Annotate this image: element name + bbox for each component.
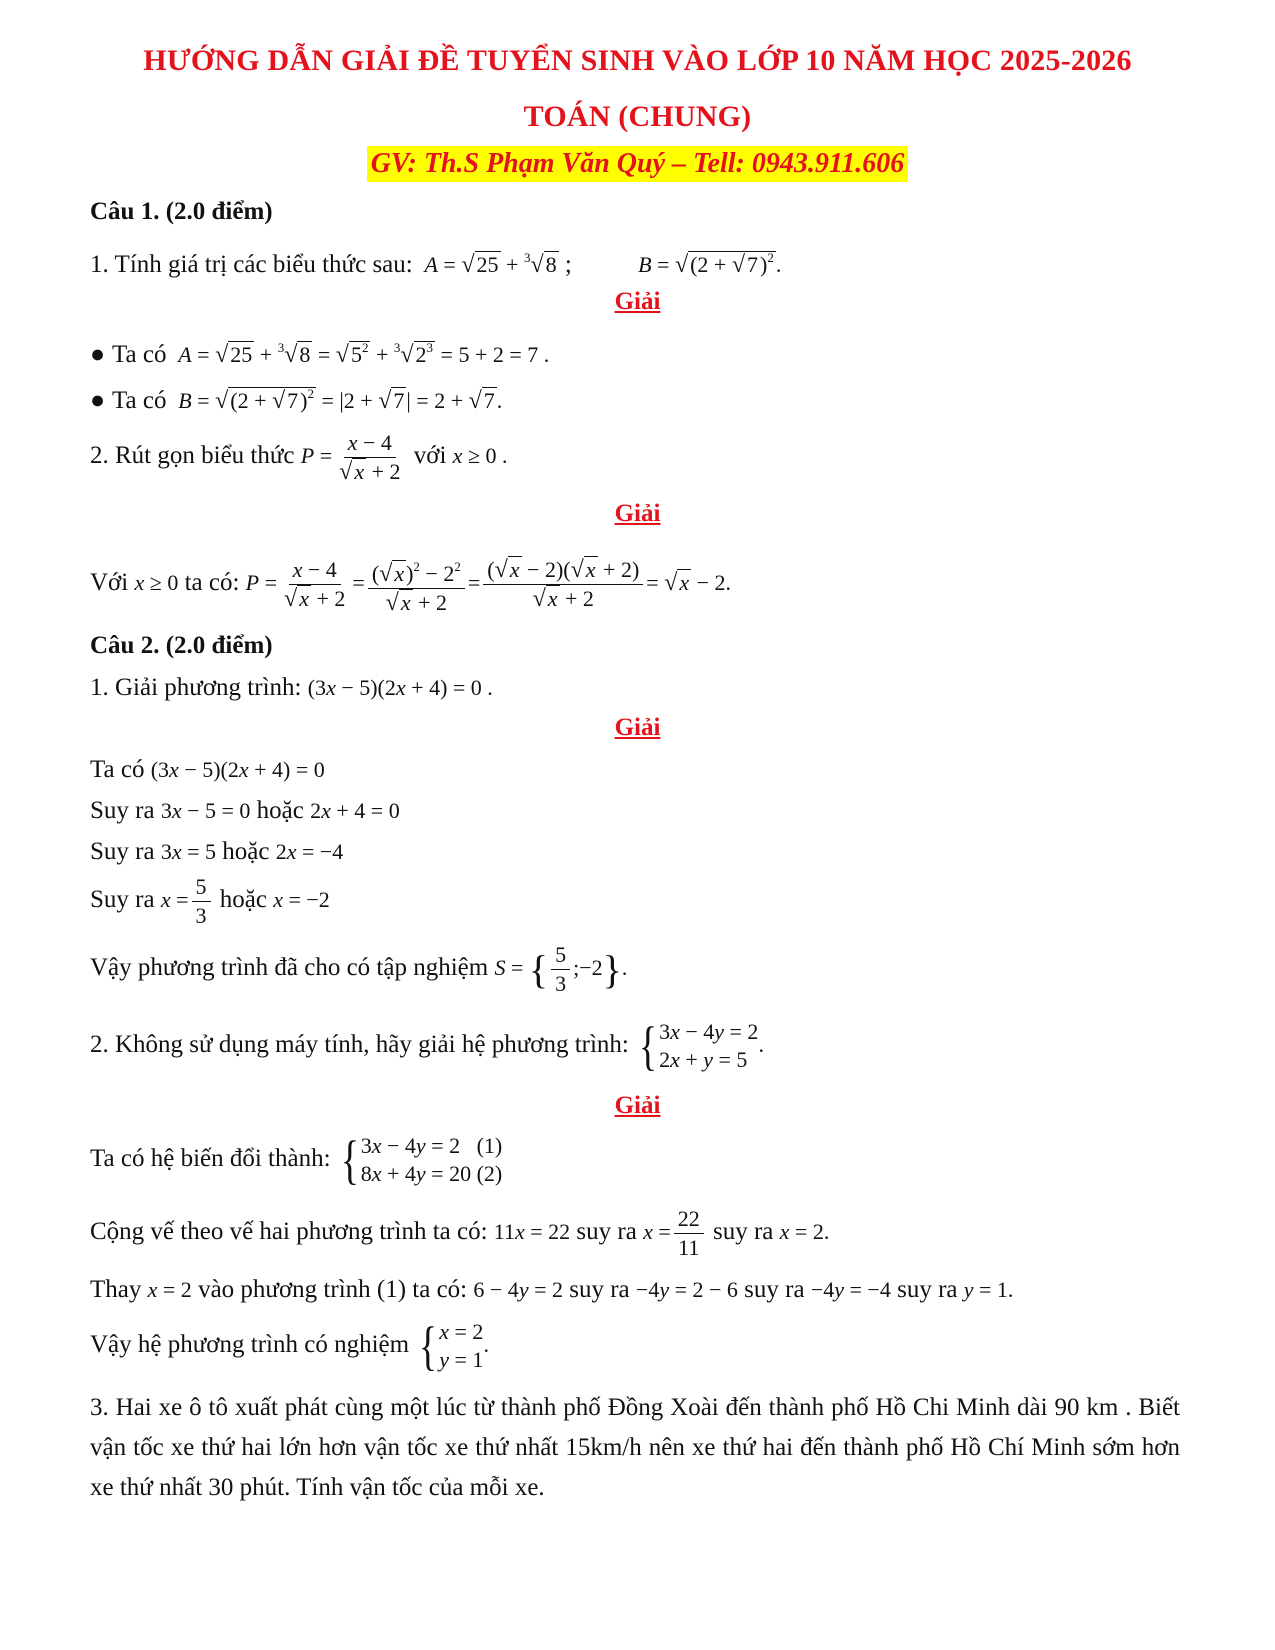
math-expression: x = $\frac{5}{3}$ — [161, 887, 214, 912]
solution-text: suy ra — [576, 1218, 637, 1245]
solution-text: Suy ra — [90, 797, 155, 824]
solution-label: Giải — [614, 714, 661, 741]
solution-text: Ta có — [112, 341, 167, 368]
math-expression-b: $B = √(2 + √7)^2$. — [638, 250, 782, 278]
math-expression: 3x − 5 = 0 — [160, 798, 251, 823]
math-expression: 2x + 4 = 0 — [310, 798, 400, 823]
math-expression: P = $\frac{x - 4}{√x + 2}$ — [300, 430, 401, 486]
question-text: 2. Không sử dụng máy tính, hãy giải hệ phương trình: — [90, 1031, 629, 1058]
solution-system: { x = 2 y = 1 — [419, 1316, 484, 1377]
question-2-3: 3. Hai xe ô tô xuất phát cùng một lúc từ thành phố Đồng Xoài đến thành phố Hồ Chi Minh dài 90 km . Biết vận tốc xe thứ hai lớn hơn vận tốc xe thứ nhất 15km/h nên xe thứ hai đến thành phố Hồ Chí Minh sớm hơn xe thứ nhất 30 phút. Tính vận tốc của mỗi xe. — [90, 1394, 1180, 1501]
solution-2-2-line-2 — [90, 1202, 829, 1262]
solution-1-2 — [90, 548, 731, 618]
math-expression: −4y = −4 — [810, 1277, 891, 1302]
math-expression: 6 − 4y = 2 — [473, 1277, 563, 1302]
or-word: hoặc — [222, 838, 270, 865]
solution-1-1-a — [90, 332, 549, 371]
solution-2-1-line-2 — [90, 795, 400, 827]
math-expression: S = { $\frac{5}{3}$ ;−2}. — [494, 942, 628, 997]
solution-text: Ta có hệ biến đổi thành: — [90, 1145, 331, 1172]
solution-text: Vậy hệ phương trình có nghiệm — [90, 1331, 410, 1358]
solution-label: Giải — [614, 288, 661, 315]
solution-text: suy ra — [713, 1218, 774, 1245]
math-expression: x = −2 — [273, 887, 330, 912]
solution-text: Cộng vế theo vế hai phương trình ta có: — [90, 1218, 488, 1245]
solution-text: Ta có — [90, 756, 145, 783]
math-condition: x ≥ 0 — [134, 570, 179, 595]
math-expression: x = 2 — [147, 1277, 192, 1302]
math-expression: x = 2. — [779, 1219, 830, 1244]
condition-text: với — [413, 442, 447, 469]
solution-2-1-line-1 — [90, 754, 325, 786]
math-expression: $B = √(2 + √7)^2 = |2 + √7| = 2 + √7$. — [178, 386, 503, 414]
solution-text: suy ra — [744, 1276, 805, 1303]
author-banner — [0, 146, 1275, 182]
solution-text: Vậy phương trình đã cho có tập nghiệm — [90, 954, 489, 981]
question-2-2: 2. Không sử dụng máy tính, hãy giải hệ phương trình: { 3x − 4y = 2 2x + y = 5 . — [90, 1016, 764, 1077]
equation-system: { 3x − 4y = 2 (1) 8x + 4y = 20 (2) — [340, 1130, 503, 1191]
question-1-1 — [90, 242, 781, 281]
solution-label: Giải — [614, 1092, 661, 1119]
question-1-2 — [90, 426, 508, 486]
math-expression: 2x = −4 — [275, 839, 344, 864]
question-2-heading: Câu 2. (2.0 điểm) — [90, 632, 273, 659]
solution-text: suy ra — [569, 1276, 630, 1303]
question-2-1 — [90, 672, 493, 704]
solution-1-1-b — [90, 378, 502, 417]
or-word: hoặc — [256, 797, 304, 824]
solution-2-1-conclusion — [90, 938, 627, 1000]
solution-label: Giải — [614, 500, 661, 527]
math-expression: $A = √25 + ^3√8 = √5^2 + ^3√2^3 = 5 + 2 = 7$ . — [178, 340, 550, 368]
math-expression: y = 1. — [963, 1277, 1014, 1302]
math-expression: (3x − 5)(2x + 4) = 0 . — [307, 675, 493, 700]
math-expression: 3x = 5 — [160, 839, 217, 864]
question-text: 2. Rút gọn biểu thức — [90, 442, 295, 469]
math-expression: (3x − 5)(2x + 4) = 0 — [150, 757, 325, 782]
solution-2-1-line-4 — [90, 870, 330, 930]
bullet-icon: ● — [90, 341, 106, 368]
solution-2-2-line-3 — [90, 1274, 1013, 1306]
solution-2-2-conclusion: Vậy hệ phương trình có nghiệm { x = 2 y = 1 . — [90, 1316, 489, 1377]
solution-text: Ta có — [112, 387, 167, 414]
document-title: HƯỚNG DẪN GIẢI ĐỀ TUYỂN SINH VÀO LỚP 10 NĂM HỌC 2025-2026 — [143, 44, 1132, 77]
math-expression: −4y = 2 − 6 — [635, 1277, 738, 1302]
solution-text: Suy ra — [90, 886, 155, 913]
solution-text: suy ra — [897, 1276, 958, 1303]
solution-2-1-line-3 — [90, 836, 343, 868]
document-subject: TOÁN (CHUNG) — [523, 100, 752, 133]
solution-text: vào phương trình (1) ta có: — [198, 1276, 468, 1303]
equation-system: { 3x − 4y = 2 2x + y = 5 — [639, 1016, 759, 1077]
author-line: GV: Th.S Phạm Văn Quý – Tell: 0943.911.606 — [367, 146, 909, 182]
solution-text: Thay — [90, 1276, 142, 1303]
question-text: 1. Giải phương trình: — [90, 674, 302, 701]
solution-text: Với — [90, 569, 129, 596]
math-expression: x = $\frac{22}{11}$ — [643, 1219, 707, 1244]
math-expression: 11x = 22 — [493, 1219, 571, 1244]
solution-2-2-line-1 — [90, 1128, 502, 1190]
solution-text: ta có: — [184, 569, 240, 596]
bullet-icon: ● — [90, 387, 106, 414]
or-word: hoặc — [219, 886, 267, 913]
solution-text: Suy ra — [90, 838, 155, 865]
separator: ; — [564, 251, 572, 278]
question-text: 1. Tính giá trị các biểu thức sau: — [90, 251, 413, 278]
question-1-heading: Câu 1. (2.0 điểm) — [90, 198, 273, 225]
math-expression-a: A = √25 + $^3$√8 — [424, 250, 557, 278]
math-condition: x ≥ 0 . — [452, 443, 508, 468]
math-expression: P = $\frac{x - 4}{√x + 2}$ = $\frac{(√x)^2 - 2^2}{√x + 2}$ = $\frac{(√x - 2)(√x + 2)}{√x + 2}$ = √x − 2. — [246, 570, 731, 595]
